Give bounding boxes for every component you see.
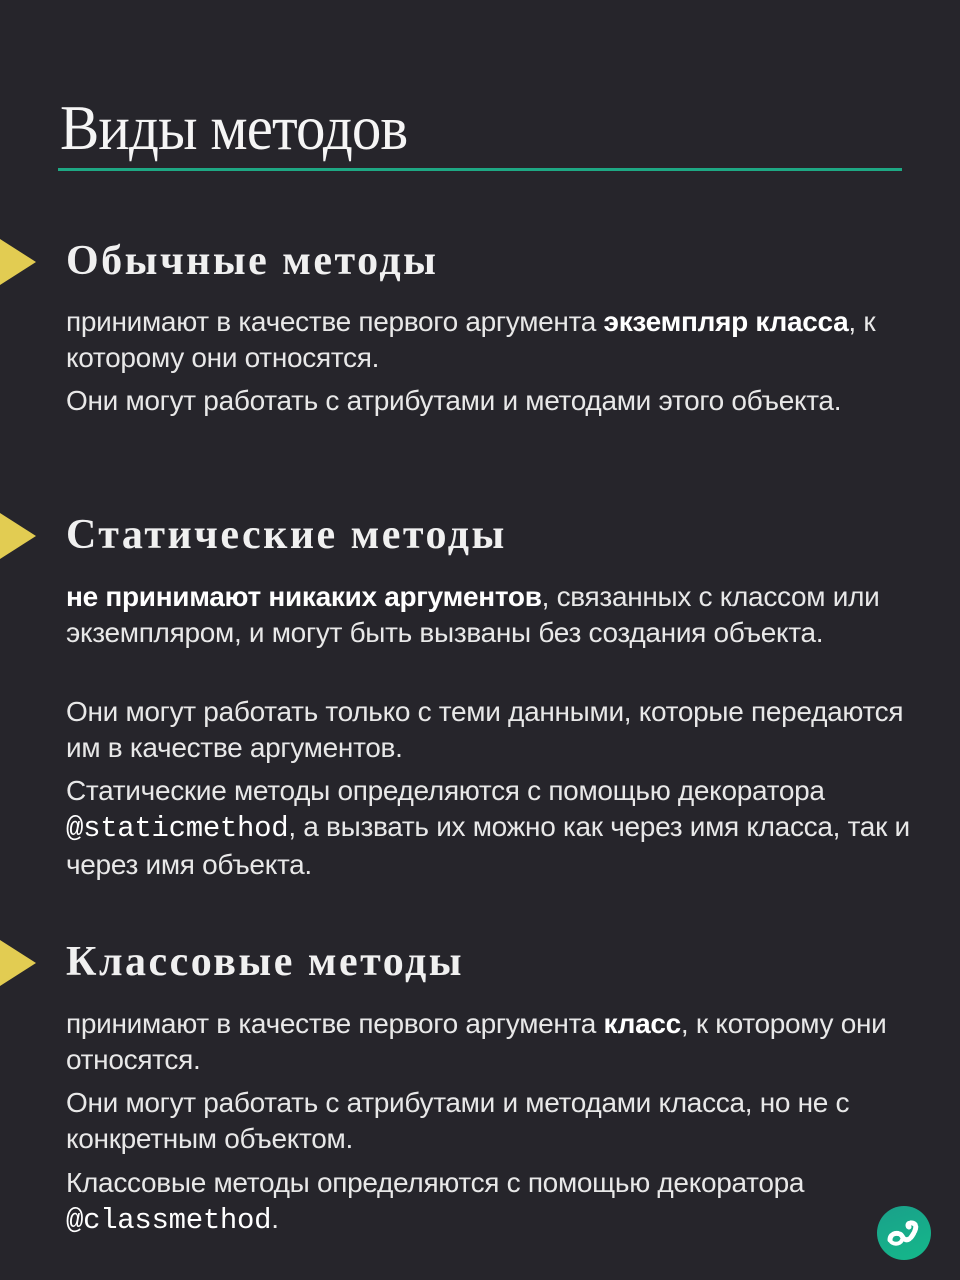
- section-heading-class: Классовые методы: [66, 939, 465, 985]
- section-text: Классовые методы определяются с помощью декоратора @classmethod.: [66, 1167, 805, 1237]
- section-text: принимают в качестве первого аргумента класс, к которому они относятся.: [66, 1008, 887, 1075]
- section-text: Они могут работать с атрибутами и методами этого объекта.: [66, 385, 842, 416]
- arrow-bullet-icon: [0, 239, 36, 285]
- section-text: Они могут работать только с теми данными, которые передаются им в качестве аргументов.: [66, 696, 904, 763]
- title-underline: [58, 168, 902, 171]
- section-text: Они могут работать с атрибутами и методами класса, но не с конкретным объектом.: [66, 1087, 850, 1154]
- snake-logo-icon: [877, 1206, 931, 1260]
- arrow-bullet-icon: [0, 513, 36, 559]
- section-text: принимают в качестве первого аргумента экземпляр класса, к которому они относятся.: [66, 306, 876, 373]
- code-staticmethod: @staticmethod: [66, 812, 289, 845]
- page-title: Виды методов: [60, 92, 408, 163]
- arrow-bullet-icon: [0, 940, 36, 986]
- section-text: Статические методы определяются с помощью декоратора @staticmethod, а вызвать их можно как через имя класса, так и через имя объекта.: [66, 775, 910, 880]
- section-heading-regular: Обычные методы: [66, 238, 439, 284]
- section-heading-static: Статические методы: [66, 512, 507, 558]
- section-text: не принимают никаких аргументов, связанных с классом или экземпляром, и могут быть вызваны без создания объекта.: [66, 581, 880, 648]
- code-classmethod: @classmethod: [66, 1204, 272, 1237]
